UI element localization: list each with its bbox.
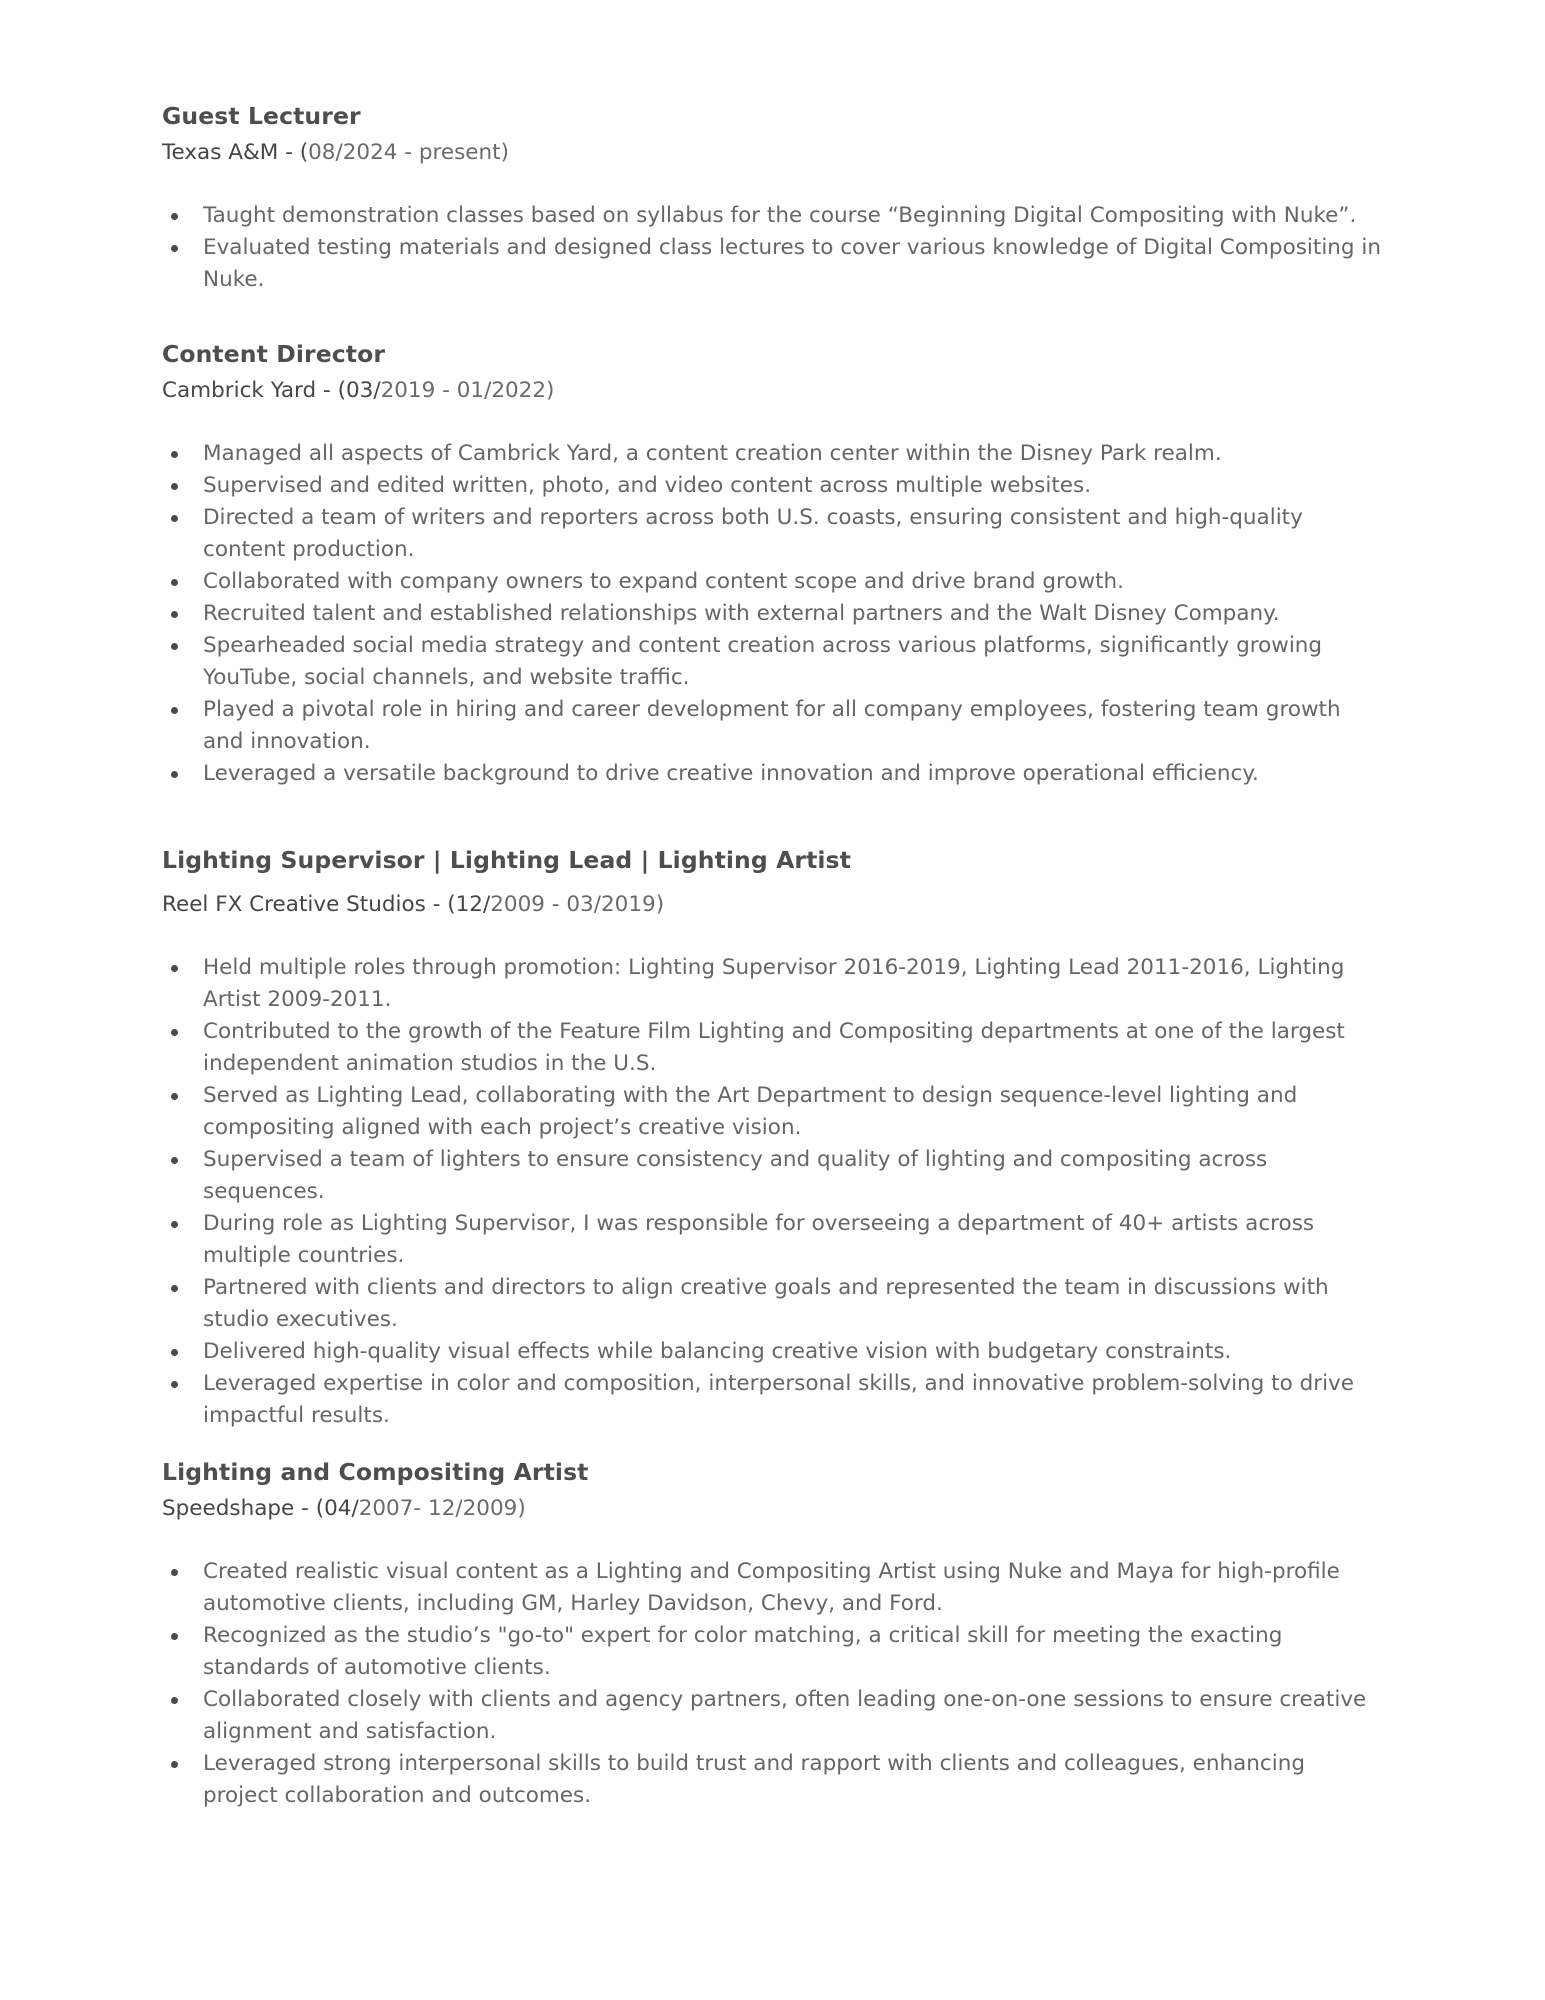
bullet-icon [171, 771, 178, 778]
job-title: Lighting and Compositing Artist [162, 1458, 589, 1486]
job-bullets [162, 952, 1382, 1432]
list-item: Supervised and edited written, photo, and video content across multiple websites. [162, 470, 1382, 502]
job-subtitle [162, 1494, 1382, 1524]
list-item: Leveraged a versatile background to drive creative innovation and improve operational efficiency. [162, 758, 1382, 790]
job-bullets [162, 438, 1382, 790]
job-lighting-compositing-artist [162, 1456, 1382, 1812]
list-item: Leveraged strong interpersonal skills to build trust and rapport with clients and colleagues, enhancing project collaboration and outcomes. [162, 1748, 1382, 1812]
job-lighting-supervisor [162, 844, 1382, 1432]
company-name: Texas A&M - ( [162, 140, 309, 165]
list-item: Served as Lighting Lead, collaborating with the Art Department to design sequence-level lighting and compositing aligned with each project’s creative vision. [162, 1080, 1382, 1144]
list-item: Recruited talent and established relationships with external partners and the Walt Disney Company. [162, 598, 1382, 630]
job-title: Content Director [162, 340, 386, 368]
bullet-icon [171, 579, 178, 586]
list-item: Created realistic visual content as a Lighting and Compositing Artist using Nuke and Maya for high-profile automotive clients, including GM, Harley Davidson, Chevy, and Ford. [162, 1556, 1382, 1620]
list-item: Leveraged expertise in color and composition, interpersonal skills, and innovative problem-solving to drive impactful results. [162, 1368, 1382, 1432]
job-dates: 08/2024 - present) [308, 140, 509, 165]
company-name: Cambrick Yard - (03/ [162, 378, 381, 403]
list-item: Supervised a team of lighters to ensure consistency and quality of lighting and compositing across sequences. [162, 1144, 1382, 1208]
job-title: Guest Lecturer [162, 102, 361, 130]
bullet-icon [171, 1349, 178, 1356]
bullet-icon [171, 707, 178, 714]
bullet-icon [171, 1761, 178, 1768]
job-title: Lighting Supervisor | Lighting Lead | Lighting Artist [162, 846, 851, 874]
job-bullets [162, 1556, 1382, 1812]
bullet-icon [171, 245, 178, 252]
bullet-icon [171, 965, 178, 972]
bullet-icon [171, 451, 178, 458]
job-guest-lecturer [162, 100, 1382, 296]
list-item: Held multiple roles through promotion: Lighting Supervisor 2016-2019, Lighting Lead 2011-2016, Lighting Artist 2009-2011. [162, 952, 1382, 1016]
list-item: Evaluated testing materials and designed class lectures to cover various knowledge of Digital Compositing in Nuke. [162, 232, 1382, 296]
job-content-director [162, 338, 1382, 790]
company-name: Speedshape - (04/ [162, 1496, 359, 1521]
bullet-icon [171, 1029, 178, 1036]
bullet-icon [171, 515, 178, 522]
list-item: Played a pivotal role in hiring and career development for all company employees, fostering team growth and innovation. [162, 694, 1382, 758]
list-item: Collaborated closely with clients and agency partners, often leading one-on-one sessions to ensure creative alignment and satisfaction. [162, 1684, 1382, 1748]
list-item: Collaborated with company owners to expand content scope and drive brand growth. [162, 566, 1382, 598]
list-item: Recognized as the studio’s "go-to" expert for color matching, a critical skill for meeting the exacting standards of automotive clients. [162, 1620, 1382, 1684]
list-item: Spearheaded social media strategy and content creation across various platforms, significantly growing YouTube, social channels, and website traffic. [162, 630, 1382, 694]
job-subtitle [162, 138, 1382, 168]
bullet-icon [171, 1569, 178, 1576]
bullet-icon [171, 483, 178, 490]
bullet-icon [171, 1093, 178, 1100]
bullet-icon [171, 1157, 178, 1164]
job-dates: 2019 - 01/2022) [380, 378, 555, 403]
list-item: Managed all aspects of Cambrick Yard, a content creation center within the Disney Park realm. [162, 438, 1382, 470]
list-item: Directed a team of writers and reporters across both U.S. coasts, ensuring consistent and high-quality content production. [162, 502, 1382, 566]
job-bullets [162, 200, 1382, 296]
list-item: Partnered with clients and directors to align creative goals and represented the team in discussions with studio executives. [162, 1272, 1382, 1336]
bullet-icon [171, 1285, 178, 1292]
job-subtitle [162, 890, 1382, 920]
bullet-icon [171, 1381, 178, 1388]
job-dates: 2007- 12/2009) [358, 1496, 526, 1521]
list-item: During role as Lighting Supervisor, I was responsible for overseeing a department of 40+ artists across multiple countries. [162, 1208, 1382, 1272]
bullet-icon [171, 1633, 178, 1640]
bullet-icon [171, 1697, 178, 1704]
list-item: Taught demonstration classes based on syllabus for the course “Beginning Digital Compositing with Nuke”. [162, 200, 1382, 232]
bullet-icon [171, 611, 178, 618]
bullet-icon [171, 1221, 178, 1228]
job-subtitle [162, 376, 1382, 406]
list-item: Contributed to the growth of the Feature Film Lighting and Compositing departments at one of the largest independent animation studios in the U.S. [162, 1016, 1382, 1080]
bullet-icon [171, 643, 178, 650]
job-dates: 2009 - 03/2019) [490, 892, 665, 917]
company-name: Reel FX Creative Studios - (12/ [162, 892, 491, 917]
bullet-icon [171, 213, 178, 220]
list-item: Delivered high-quality visual effects while balancing creative vision with budgetary constraints. [162, 1336, 1382, 1368]
